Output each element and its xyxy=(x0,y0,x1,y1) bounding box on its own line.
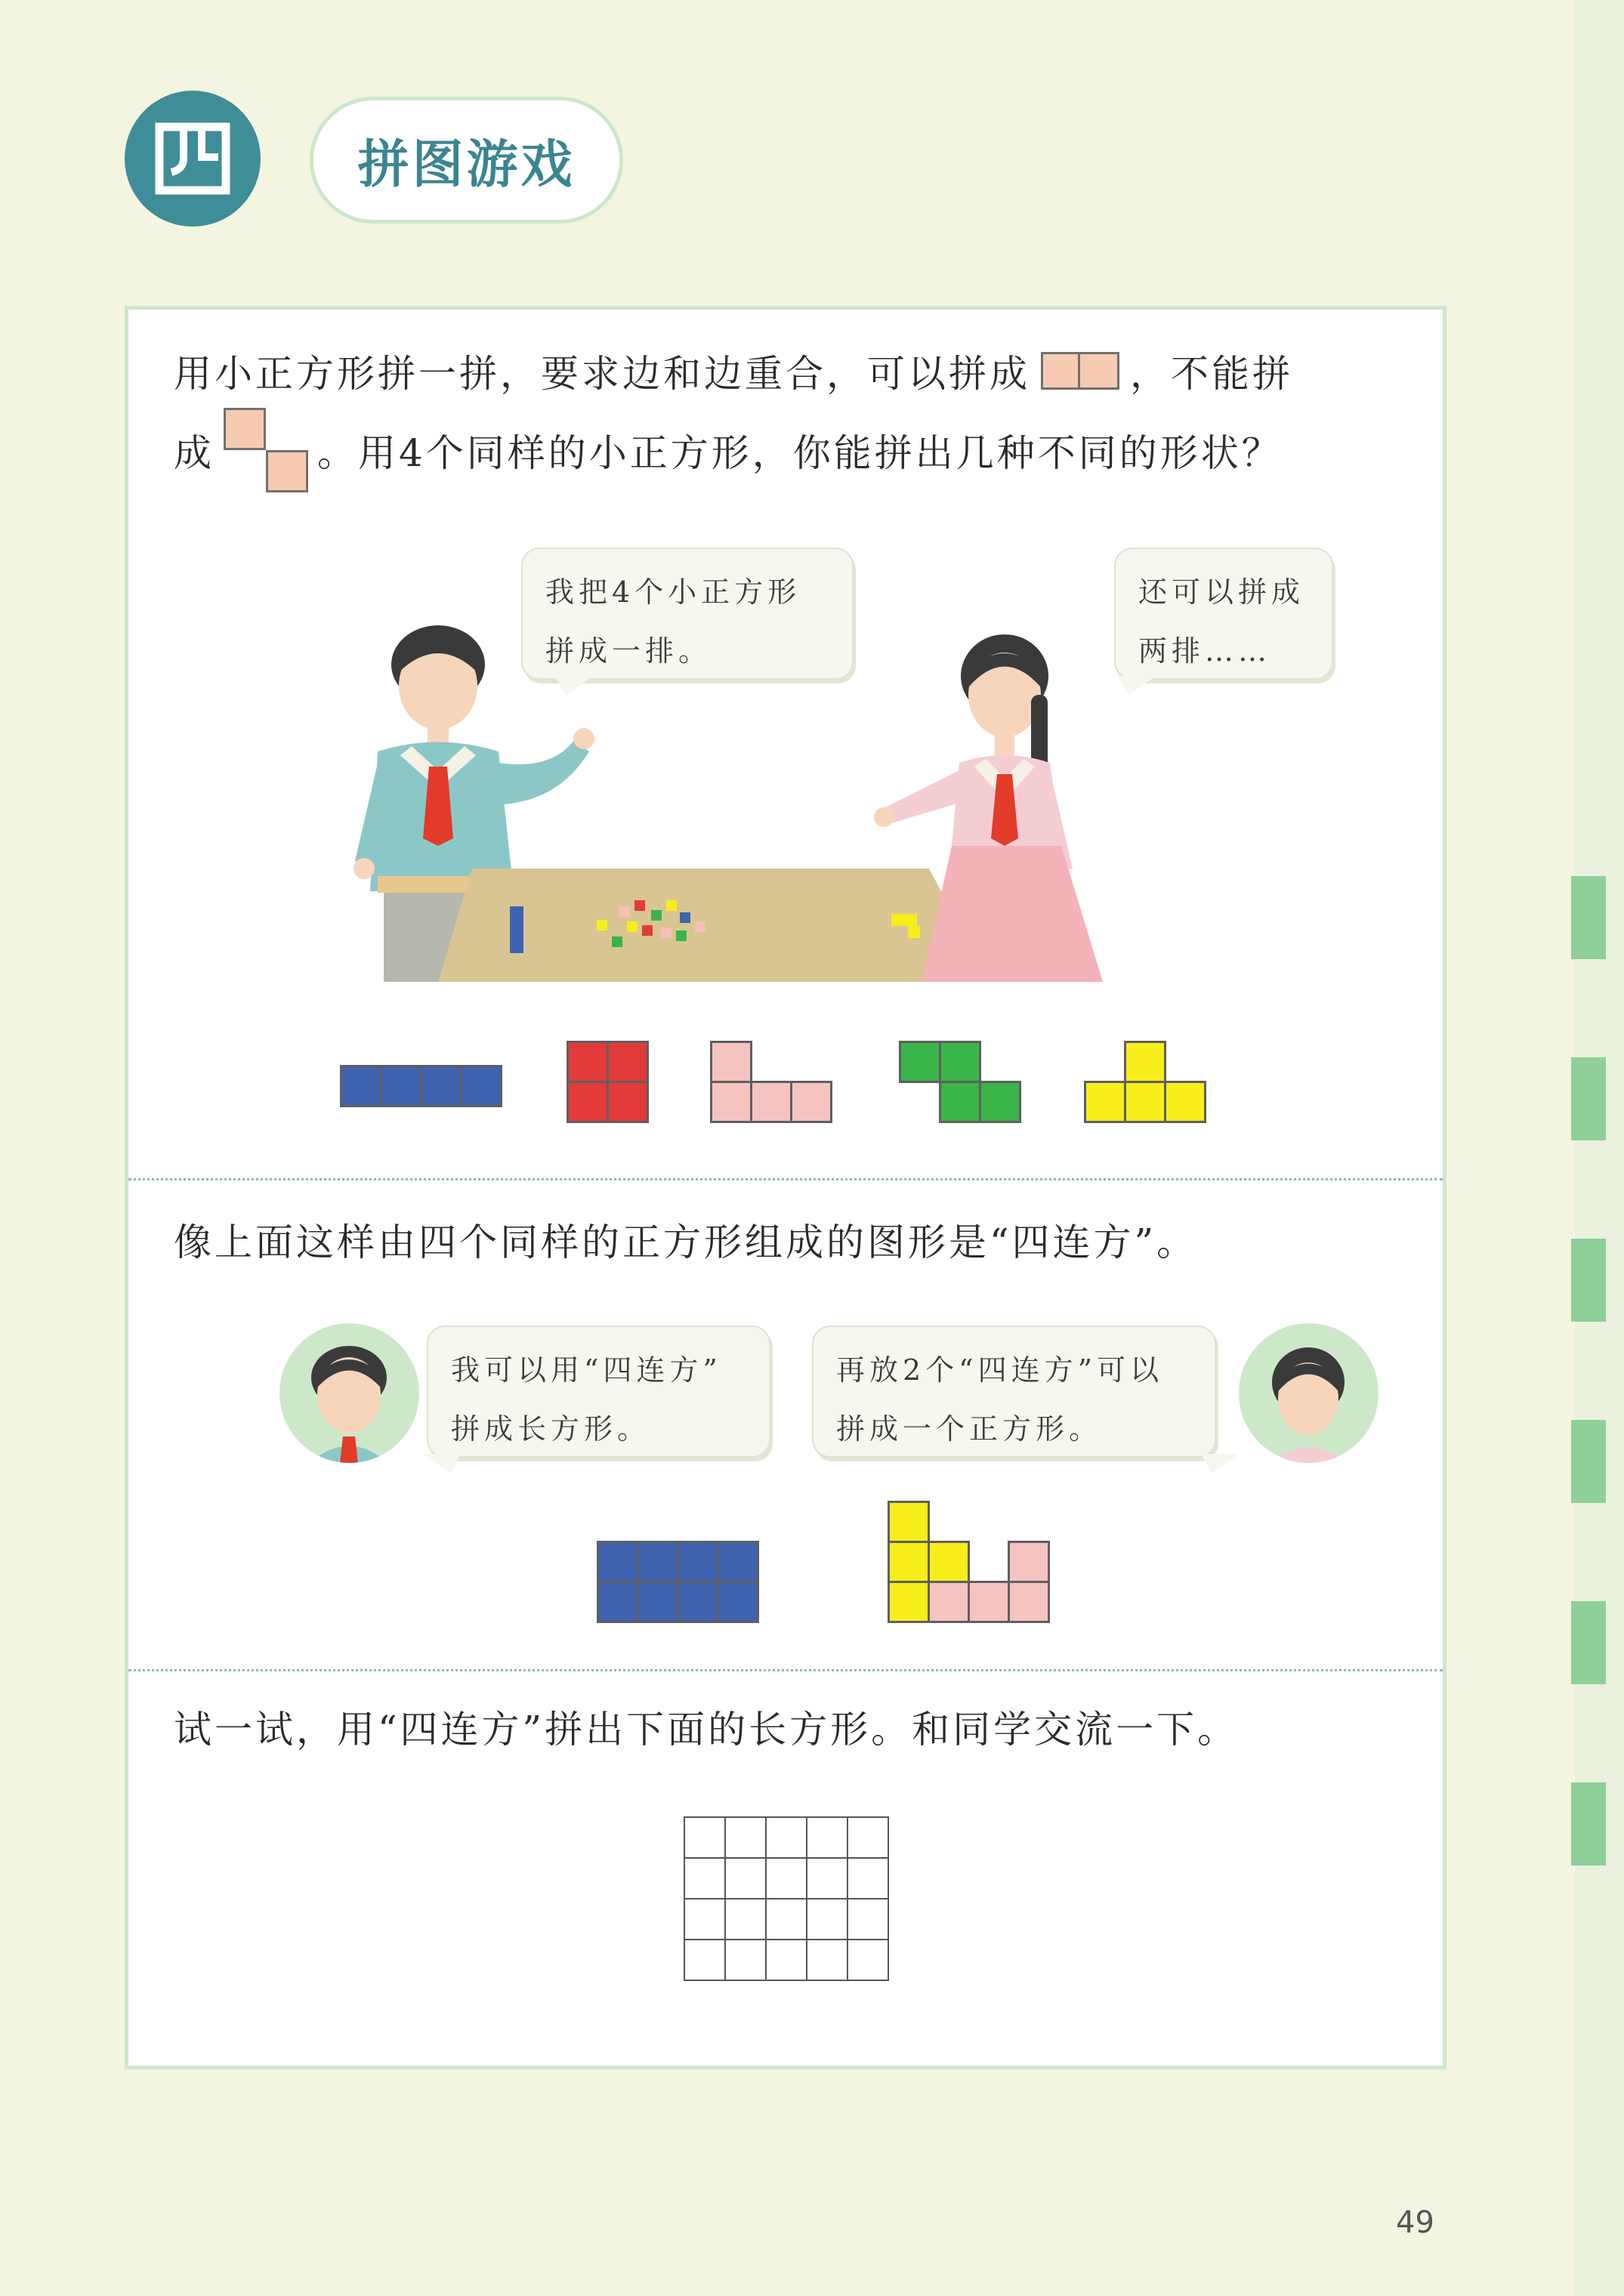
grid-cell xyxy=(684,1857,726,1899)
speech-line: 拼成长方形。 xyxy=(451,1412,651,1446)
speech-tail xyxy=(423,1454,461,1474)
speech-line: 再放2个“四连方”可以 xyxy=(836,1353,1164,1387)
girl-avatar xyxy=(1239,1323,1379,1463)
section-four-glyph xyxy=(153,119,232,198)
speech-tail xyxy=(1201,1454,1239,1474)
grid-cell xyxy=(724,1816,767,1859)
intro-text: 。用4个同样的小正方形，你能拼出几种不同的形状？ xyxy=(317,431,1283,475)
intro-line-2 xyxy=(174,408,1283,492)
speech-line: 我可以用“四连方” xyxy=(451,1353,722,1387)
practice-grid-5x4 xyxy=(684,1816,888,1980)
page-edge xyxy=(1575,0,1624,2296)
girl-speech-bubble-2 xyxy=(812,1325,1216,1458)
grid-cell xyxy=(806,1816,848,1859)
speech-line: 还可以拼成 xyxy=(1138,576,1305,609)
intro-text: 成 xyxy=(174,431,215,475)
boy-avatar xyxy=(279,1323,419,1463)
intro-text: ，不能拼 xyxy=(1130,352,1293,396)
grid-cell xyxy=(806,1898,848,1940)
section-divider xyxy=(128,1178,1443,1180)
tetromino-t-yellow xyxy=(1084,1041,1206,1121)
grid-cell xyxy=(765,1857,807,1899)
rectangle-from-two-tetrominoes xyxy=(597,1541,759,1623)
disallowed-corner-figure xyxy=(224,408,308,492)
tetromino-i-blue xyxy=(340,1065,502,1107)
speech-line: 两排…… xyxy=(1138,634,1272,668)
girl-speech-bubble xyxy=(1114,548,1333,680)
grid-cell xyxy=(765,1816,807,1859)
side-tab xyxy=(1571,1420,1606,1503)
grid-cell xyxy=(765,1898,807,1940)
allowed-domino-figure xyxy=(1041,352,1119,390)
grid-cell xyxy=(684,1939,726,1981)
section-title: 拼图游戏 xyxy=(357,134,576,195)
definition-text: 像上面这样由四个同样的正方形组成的图形是“四连方”。 xyxy=(174,1221,1198,1264)
side-tab xyxy=(1571,1782,1606,1866)
speech-line: 我把4个小正方形 xyxy=(545,576,801,609)
l-pieces-combination xyxy=(888,1501,1050,1623)
grid-cell xyxy=(765,1939,807,1981)
grid-cell xyxy=(684,1816,726,1859)
grid-cell xyxy=(806,1857,848,1899)
speech-line: 拼成一个正方形。 xyxy=(836,1412,1103,1446)
grid-cell xyxy=(684,1898,726,1940)
tetromino-o-red xyxy=(567,1041,647,1121)
grid-cell xyxy=(847,1857,889,1899)
grid-cell xyxy=(847,1939,889,1981)
grid-cell xyxy=(847,1898,889,1940)
side-tab xyxy=(1571,1601,1606,1684)
grid-cell xyxy=(847,1816,889,1859)
activity-text: 试一试，用“四连方”拼出下面的长方形。和同学交流一下。 xyxy=(174,1708,1239,1751)
page-number: 49 xyxy=(1396,2205,1434,2240)
tetromino-l-pink xyxy=(710,1041,832,1121)
grid-cell xyxy=(724,1898,767,1940)
grid-cell xyxy=(806,1939,848,1981)
section-title-pill xyxy=(310,97,623,224)
section-number-badge xyxy=(125,91,261,227)
section-divider xyxy=(128,1669,1443,1671)
boy-speech-bubble-2 xyxy=(427,1325,770,1458)
intro-line-1 xyxy=(174,344,1293,398)
speech-line: 拼成一排。 xyxy=(545,634,712,668)
grid-cell xyxy=(724,1857,767,1899)
tetromino-z-green xyxy=(899,1041,1021,1121)
intro-text: 用小正方形拼一拼，要求边和边重合，可以拼成 xyxy=(174,352,1030,396)
children-at-table-illustration xyxy=(325,619,1125,982)
side-tab xyxy=(1571,1057,1606,1140)
side-tab xyxy=(1571,1239,1606,1322)
side-tab xyxy=(1571,876,1606,959)
grid-cell xyxy=(724,1939,767,1981)
